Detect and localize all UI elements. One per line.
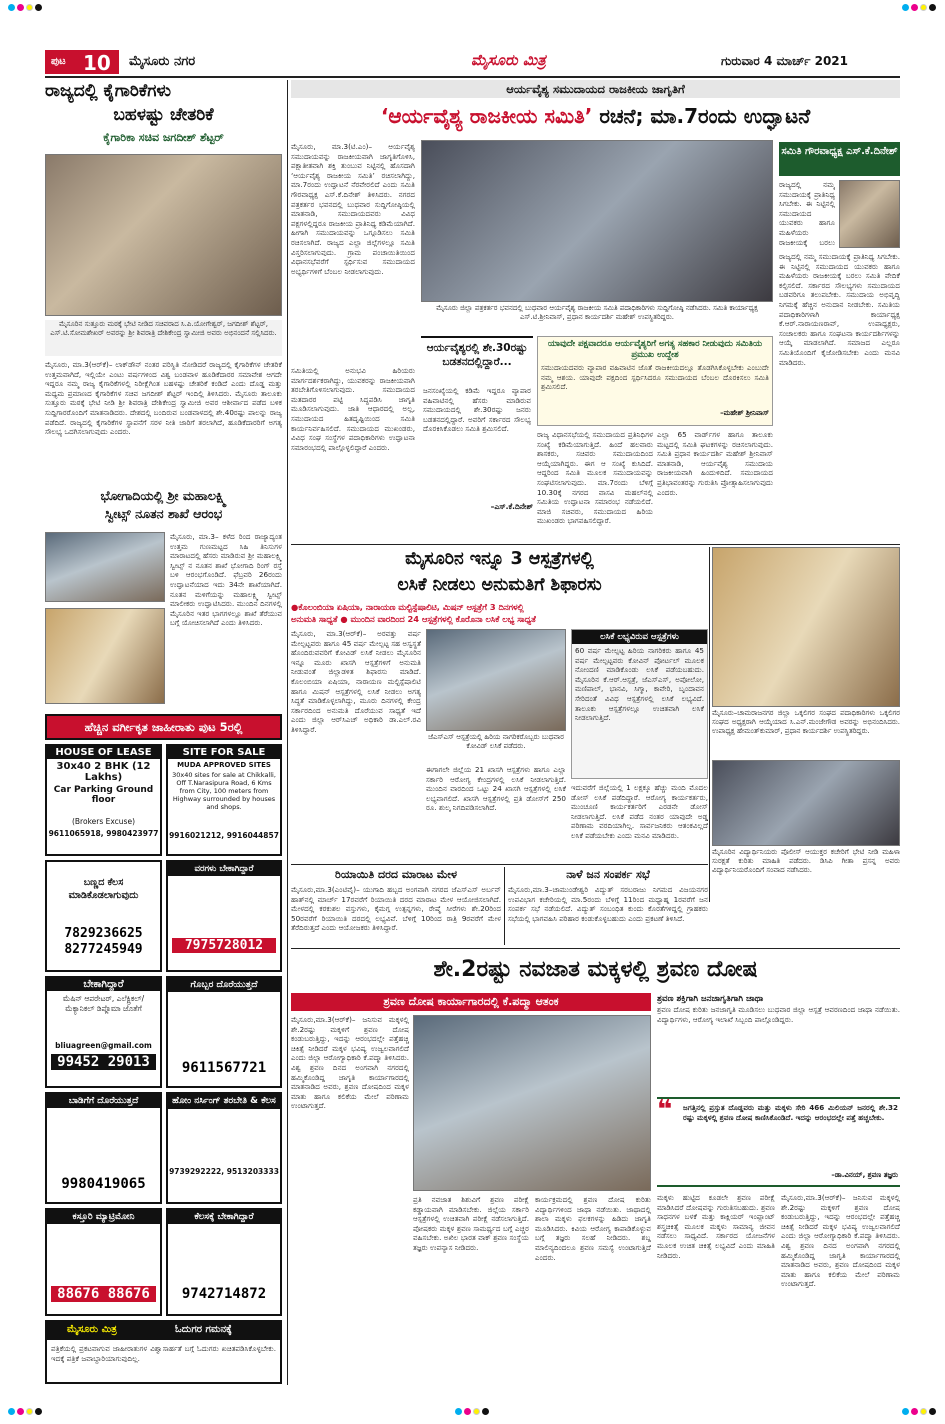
- ad-spacer: [47, 1108, 160, 1176]
- police-visit-photo: [712, 760, 900, 846]
- story-body-cont3: ಎಲ್ಲಾ 65 ವಾರ್ಡ್‌ಗಳ ಹಾಗೂ ತಾಲೂಕು ಮಟ್ಟದಲ್ಲಿ ಸಮಿತಿ ಘಟಕಗಳನ್ನು ರಚಿಸಲಾಗುವುದು. ಸಮಿತಿ ಪ್ರಧಾನ ಕಾರ್ಯದರ್ಶಿ ಮಹೇಶ್ ಶ್ರೀನಿವಾಸ್ ಮಾತನಾಡಿ, ಆರ್ಯವೈಶ್ಯ ಸಮುದಾಯ ರಾಜಕೀಯವಾಗಿ ಹಿಂದುಳಿದಿದೆ. ಸಮುದಾಯದ ಪ್ರತಿಭಾವಂತರನ್ನು ಗುರುತಿಸಿ ಪ್ರೋತ್ಸಾಹಿಸಲಾಗುವುದು ಎಂದರು.: [657, 430, 773, 497]
- photo-caption: ಮೈಸೂರಿನ ಸುತ್ತೂರು ಮಠಕ್ಕೆ ಭೇಟಿ ನೀಡಿದ ಸಚಿವರಾದ ಸಿ.ಪಿ.ಯೋಗೇಶ್ವರ್, ಜಗದೀಶ್ ಶೆಟ್ಟರ್, ಎಸ್.ಟಿ.ಸೋಮಶೇಖರ್ ಅವರನ್ನು ಶ್ರೀ ಶಿವರಾತ್ರಿ ದೇಶಿಕೇಂದ್ರ ಸ್ವಾಮೀಜಿ ಅವರು ಅಭಿನಂದನೆ ಸಲ್ಲಿಸಿದರು.: [45, 320, 282, 356]
- ad-body: 30x40 sites for sale at Chikkalli, Off T.Narasipura Road, 6 Kms from City, 100 meters from Highway surrounded by houses and shops.: [172, 771, 276, 811]
- headline-quote: ‘ಆರ್ಯವೈಶ್ಯ ರಾಜಕೀಯ ಸಮಿತಿ’: [380, 104, 593, 128]
- ad-phone: 7829236625 8277245949: [64, 926, 143, 957]
- story-hearing: [291, 951, 900, 1385]
- store-interior-photo: [45, 608, 165, 704]
- registration-mark: [8, 1408, 15, 1415]
- registration-mark: [455, 1408, 462, 1415]
- story-janasamparka: [508, 867, 708, 883]
- story-body-cont2: ಕಾರ್ಯಕ್ರಮದಲ್ಲಿ ಶ್ರವಣ ದೋಷ ಕುರಿತು ವಿದ್ಯಾರ್ಥಿಗಳಿಂದ ಜಾಥಾ ನಡೆಯಿತು. ಜಾಥಾದಲ್ಲಿ ಶಾಲಾ ಮಕ್ಕಳು ಫಲಕಗಳನ್ನು ಹಿಡಿದು ಜಾಗೃತಿ ಮೂಡಿಸಿದರು. ಕಿವಿಯ ಆರೋಗ್ಯ ಕಾಪಾಡಿಕೊಳ್ಳುವ ಬಗ್ಗೆ ತಜ್ಞರು ಸಲಹೆ ನೀಡಿದರು. ಶಬ್ದ ಮಾಲಿನ್ಯದಿಂದಲೂ ಶ್ರವಣ ಸಮಸ್ಯೆ ಉಂಟಾಗುತ್ತಿದೆ ಎಂದರು.: [535, 1195, 651, 1262]
- story-vaccine: [291, 547, 708, 862]
- side-box-title: ಸಮಿತಿ ಗೌರವಾಧ್ಯಕ್ಷ ಎಸ್.ಕೆ.ದಿನೇಶ್: [779, 142, 900, 176]
- classified-ad-painting: [45, 860, 162, 972]
- section-name: ಮೈಸೂರು ನಗರ: [129, 54, 196, 69]
- registration-mark: [929, 1408, 936, 1415]
- story-body-cont4: ಮೈಸೂರು,ಮಾ.3(ಆರ್‌ಕೆ)– ಜನಿಸುವ ಮಕ್ಕಳಲ್ಲಿ ಶೇ.2ರಷ್ಟು ಮಕ್ಕಳಿಗೆ ಶ್ರವಣ ದೋಷ ಕಂಡುಬರುತ್ತಿದ್ದು, ಇದನ್ನು ಆರಂಭದಲ್ಲೇ ಪತ್ತೆಹಚ್ಚಿ ಚಿಕಿತ್ಸೆ ನೀಡಿದರೆ ಮಕ್ಕಳ ಭವಿಷ್ಯ ಉಜ್ವಲವಾಗಲಿದೆ ಎಂದು ಜಿಲ್ಲಾ ಆರೋಗ್ಯಾಧಿಕಾರಿ ಕೆ.ಪದ್ಮಾ ತಿಳಿಸಿದರು. ವಿಶ್ವ ಶ್ರವಣ ದಿನದ ಅಂಗವಾಗಿ ನಗರದಲ್ಲಿ ಹಮ್ಮಿಕೊಂಡಿದ್ದ ಜಾಗೃತಿ ಕಾರ್ಯಾಗಾರದಲ್ಲಿ ಮಾತನಾಡಿದ ಅವರು, ಶ್ರವಣ ದೋಷದಿಂದ ಮಕ್ಕಳ ಮಾತು ಹಾಗೂ ಕಲಿಕೆಯ ಮೇಲೆ ಪರಿಣಾಮ ಉಂಟಾಗುತ್ತದೆ.: [781, 1193, 900, 1289]
- registration-mark: [902, 4, 909, 11]
- ad-spacer: [168, 1109, 280, 1167]
- pull-box-body: ಜನಸಂಖ್ಯೆಯಲ್ಲಿ ಕಡಿಮೆ ಇದ್ದರೂ ವ್ಯಾಪಾರ ವಹಿವಾಟಿನಲ್ಲಿ ಹೆಸರು ಮಾಡಿರುವ ಸಮುದಾಯದಲ್ಲಿ ಶೇ.30ರಷ್ಟು ಜನರು ಬಡತನದಲ್ಲಿದ್ದಾರೆ. ಅವರಿಗೆ ಸರ್ಕಾರದ ಸೌಲಭ್ಯ ದೊರಕಿಸಿಕೊಡಲು ಸಮಿತಿ ಶ್ರಮಿಸಲಿದೆ.: [423, 386, 531, 434]
- registration-mark: [464, 1408, 471, 1415]
- ad-phone: 9916021212, 9916044857: [169, 831, 279, 840]
- ad-title: ಗೊಬ್ಬರ ದೊರೆಯುತ್ತದೆ: [168, 978, 280, 992]
- ad-title: ಕಸ್ತೂರಿ ಮ್ಯಾಟ್ರಿಮೋನಿ: [47, 1210, 160, 1224]
- ad-note: (Brokers Excuse): [71, 817, 135, 826]
- quote-box: [537, 336, 773, 426]
- hospitals-box: [571, 629, 708, 779]
- classified-banner: [45, 714, 282, 740]
- registration-mark: [17, 1408, 24, 1415]
- photo-caption: ಮೈಸೂರು ಜಿಲ್ಲಾ ಪತ್ರಕರ್ತರ ಭವನದಲ್ಲಿ ಬುಧವಾರ ಆರ್ಯವೈಶ್ಯ ರಾಜಕೀಯ ಸಮಿತಿ ಪದಾಧಿಕಾರಿಗಳು ಸುದ್ದಿಗೋಷ್ಠಿ ನಡೆಸಿದರು. ಸಮಿತಿ ಕಾರ್ಯಾಧ್ಯಕ್ಷ ಎಸ್.ಟಿ.ಶ್ರೀನಿವಾಸ್, ಪ್ರಧಾನ ಕಾರ್ಯದರ್ಶಿ ಮಹೇಶ್ ಉಪಸ್ಥಿತರಿದ್ದರು.: [436, 304, 758, 321]
- story-body-cont: ಸಮಿತಿಯಲ್ಲಿ ಅನುಭವಿ ಹಿರಿಯರು ಮಾರ್ಗದರ್ಶಕರಾಗಿದ್ದು, ಯುವಕರನ್ನು ರಾಜಕೀಯವಾಗಿ ತರಬೇತಿಗೊಳಿಸಲಾಗುವುದು. ಸಮುದಾಯದ ಮತದಾರರ ಪಟ್ಟಿ ಸಿದ್ಧಪಡಿಸಿ ಜಾಗೃತಿ ಮೂಡಿಸಲಾಗುವುದು. ಜಾತಿ ಆಧಾರದಲ್ಲಿ ಅಲ್ಲ, ಸಮುದಾಯದ ಹಿತದೃಷ್ಟಿಯಿಂದ ಸಮಿತಿ ಕಾರ್ಯನಿರ್ವಹಿಸಲಿದೆ. ಸಮುದಾಯದ ಮುಖಂಡರು, ವಿವಿಧ ಸಂಘ ಸಂಸ್ಥೆಗಳ ಪದಾಧಿಕಾರಿಗಳು ಉದ್ಘಾಟನಾ ಸಮಾರಂಭದಲ್ಲಿ ಪಾಲ್ಗೊಳ್ಳಲಿದ್ದಾರೆ ಎಂದರು.: [291, 366, 415, 452]
- classified-ad-site-sale: [166, 744, 282, 856]
- ad-spacer: [168, 1224, 280, 1286]
- story-subhead: ಕೈಗಾರಿಕಾ ಸಚಿವ ಜಗದೀಶ್ ಶೆಟ್ಟರ್: [103, 131, 224, 144]
- expert-quote: [657, 1097, 900, 1187]
- ad-phone: 9742714872: [181, 1286, 267, 1302]
- section-rule: [291, 864, 708, 865]
- column-divider: [287, 80, 288, 1385]
- story-body: ಮೈಸೂರು,ಮಾ.3(ಆರ್‌ಕೆ)– ಜನಿಸುವ ಮಕ್ಕಳಲ್ಲಿ ಶೇ.2ರಷ್ಟು ಮಕ್ಕಳಿಗೆ ಶ್ರವಣ ದೋಷ ಕಂಡುಬರುತ್ತಿದ್ದು, ಇದನ್ನು ಆರಂಭದಲ್ಲೇ ಪತ್ತೆಹಚ್ಚಿ ಚಿಕಿತ್ಸೆ ನೀಡಿದರೆ ಮಕ್ಕಳ ಭವಿಷ್ಯ ಉಜ್ವಲವಾಗಲಿದೆ ಎಂದು ಜಿಲ್ಲಾ ಆರೋಗ್ಯಾಧಿಕಾರಿ ಕೆ.ಪದ್ಮಾ ತಿಳಿಸಿದರು. ವಿಶ್ವ ಶ್ರವಣ ದಿನದ ಅಂಗವಾಗಿ ನಗರದಲ್ಲಿ ಹಮ್ಮಿಕೊಂಡಿದ್ದ ಜಾಗೃತಿ ಕಾರ್ಯಾಗಾರದಲ್ಲಿ ಮಾತನಾಡಿದ ಅವರು, ಶ್ರವಣ ದೋಷದಿಂದ ಮಕ್ಕಳ ಮಾತು ಹಾಗೂ ಕಲಿಕೆಯ ಮೇಲೆ ಪರಿಣಾಮ ಉಂಟಾಗುತ್ತದೆ.: [291, 1015, 409, 1111]
- notice-header: [47, 1322, 280, 1340]
- felicitation-photo: [712, 547, 900, 707]
- ad-extra: Car Parking Ground floor: [53, 785, 154, 805]
- story-body-cont2: ರಾಜ್ಯ ವಿಧಾನಸಭೆಯಲ್ಲಿ ಸಮುದಾಯದ ಪ್ರತಿನಿಧಿಗಳ ಸಂಖ್ಯೆ ಕಡಿಮೆಯಾಗುತ್ತಿದೆ. ಹಿಂದೆ ಹಲವಾರು ಶಾಸಕರು, ಸಚಿವರು ಸಮುದಾಯದಿಂದ ಆಯ್ಕೆಯಾಗಿದ್ದರು. ಈಗ ಆ ಸಂಖ್ಯೆ ಕುಸಿದಿದೆ. ಆದ್ದರಿಂದ ಸಮಿತಿ ಮೂಲಕ ಸಮುದಾಯವನ್ನು ಸಂಘಟಿಸಲಾಗುವುದು. ಮಾ.7ರಂದು ಬೆಳಿಗ್ಗೆ 10.30ಕ್ಕೆ ನಗರದ ವಾಸವಿ ಮಹಲ್‌ನಲ್ಲಿ ಸಮಿತಿಯ ಉದ್ಘಾಟನಾ ಸಮಾರಂಭ ನಡೆಯಲಿದೆ. ಮಾಜಿ ಸಚಿವರು, ಸಮುದಾಯದ ಹಿರಿಯ ಮುಖಂಡರು ಭಾಗವಹಿಸಲಿದ್ದಾರೆ.: [537, 430, 653, 526]
- story-body-cont: ಈಗಾಗಲೇ ಜಿಲ್ಲೆಯ 21 ಖಾಸಗಿ ಆಸ್ಪತ್ರೆಗಳು ಹಾಗೂ ಎಲ್ಲಾ ಸರ್ಕಾರಿ ಆರೋಗ್ಯ ಕೇಂದ್ರಗಳಲ್ಲಿ ಲಸಿಕೆ ನೀಡಲಾಗುತ್ತಿದೆ. ಮುಂದಿನ ವಾರದಿಂದ ಒಟ್ಟು 24 ಖಾಸಗಿ ಆಸ್ಪತ್ರೆಗಳಲ್ಲಿ ಲಸಿಕೆ ಲಭ್ಯವಾಗಲಿದೆ. ಖಾಸಗಿ ಆಸ್ಪತ್ರೆಗಳಲ್ಲಿ ಪ್ರತಿ ಡೋಸ್‌ಗೆ 250 ರೂ. ಶುಲ್ಕ ನಿಗದಿಪಡಿಸಲಾಗಿದೆ.: [426, 765, 566, 813]
- ad-subtitle: MUDA APPROVED SITES: [177, 761, 271, 769]
- registration-mark: [26, 1408, 33, 1415]
- section-rule: [291, 948, 900, 949]
- story-aryavaishya: [291, 80, 900, 542]
- jatha-box: [657, 993, 900, 1093]
- quote-signature: –ಡಾ.ವಿನಯ್, ಶ್ರವಣ ತಜ್ಞರು: [831, 1171, 898, 1179]
- column-divider: [504, 867, 505, 945]
- page-label: ಪುಟ: [51, 56, 66, 67]
- story-subhead: ಶ್ರವಣ ದೋಷ ಕಾರ್ಯಾಗಾರದಲ್ಲಿ ಕೆ.ಪದ್ಮಾ ಆತಂಕ: [291, 993, 651, 1011]
- registration-mark: [911, 1408, 918, 1415]
- ad-title: ವರಗಳು ಬೇಕಾಗಿದ್ದಾರೆ: [168, 862, 280, 876]
- ad-phone: 9611065918, 9980423977: [48, 829, 159, 838]
- registration-mark: [911, 4, 918, 11]
- ad-subtitle: 30x40 2 BHK (12 Lakhs): [56, 761, 151, 783]
- issue-date: ಗುರುವಾರ 4 ಮಾರ್ಚ್ 2021: [721, 54, 848, 68]
- classified-ad-house-lease: [45, 744, 162, 856]
- story-subhead-line2: ಅನುಮತಿ ಸಾಧ್ಯತೆ ● ಮುಂದಿನ ವಾರದಿಂದ 24 ಆಸ್ಪತ್ರೆಗಳಲ್ಲಿ ಕೊರೊನಾ ಲಸಿಕೆ ಲಭ್ಯ ಸಾಧ್ಯತೆ: [291, 614, 536, 624]
- police-visit-caption: ಮೈಸೂರಿನ ವಿದ್ಯಾರ್ಥಿನಿಯರು ಪೊಲೀಸ್ ಆಯುಕ್ತರ ಕಚೇರಿಗೆ ಭೇಟಿ ನೀಡಿ ಮಹಿಳಾ ಸುರಕ್ಷತೆ ಕುರಿತು ಮಾಹಿತಿ ಪಡೆದರು. ಡಿಸಿಪಿ ಗೀತಾ ಪ್ರಸನ್ನ ಅವರು ವಿದ್ಯಾರ್ಥಿನಿಯರೊಂದಿಗೆ ಸಂವಾದ ನಡೆಸಿದರು.: [712, 848, 900, 874]
- registration-mark: [482, 1408, 489, 1415]
- pull-box-title: ಆರ್ಯವೈಶ್ಯರಲ್ಲಿ ಶೇ.30ರಷ್ಟು ಬಡತನದಲ್ಲಿದ್ದಾರೆ...: [426, 342, 528, 368]
- registration-mark: [920, 1408, 927, 1415]
- ad-body: ಮೆಷಿನ್ ಆಪರೇಟರ್, ಎಲೆಕ್ಟ್ರಿಕಲ್/ಮೆಕ್ಯಾನಿಕಲ್ ಡಿಪ್ಲೊಮಾ ಜೊತೆಗೆ: [62, 994, 145, 1013]
- readers-notice: [45, 1320, 282, 1384]
- ad-title: ಬಣ್ಣದ ಕೆಲಸ ಮಾಡಿಕೊಡಲಾಗುವುದು: [68, 877, 139, 901]
- dinesh-portrait: [839, 180, 900, 248]
- story-body: ಮೈಸೂರು, ಮಾ.3(ಆರ್‌ಕೆ)– ಲಾಕ್‌ಡೌನ್ ನಂತರ ಪರಿಸ್ಥಿತಿ ನೋಡಿದರೆ ರಾಜ್ಯದಲ್ಲಿ ಕೈಗಾರಿಕೆಗಳ ಚೇತರಿಕೆ ಉತ್ತಮವಾಗಿದೆ, ಇಲ್ಲಿಯೇ ಎಂಟು ವರ್ಷಗಳಿಂದ ವಿಶ್ವ ಬಂಡವಾಳ ಹೂಡಿಕೆದಾರರ ಸಮಾವೇಶ ಆಗದೇ ಇದ್ದರೂ ನಮ್ಮ ರಾಜ್ಯ ಕೈಗಾರಿಕೆಗಳಲ್ಲಿ ನಿರೀಕ್ಷೆಗಿಂತ ಬಹಳಷ್ಟು ಚೇತರಿಕೆ ಕಂಡಿದೆ ಎಂದು ದೊಡ್ಡ ಮತ್ತು ಮಧ್ಯಮ ಪ್ರಮಾಣದ ಕೈಗಾರಿಕೆಗಳ ಸಚಿವ ಜಗದೀಶ್ ಶೆಟ್ಟರ್ ಇಂದಿಲ್ಲಿ ತಿಳಿಸಿದರು. ಮೈಸೂರು ತಾಲೂಕು ಸುತ್ತೂರು ಮಠಕ್ಕೆ ಭೇಟಿ ನೀಡಿ ಶ್ರೀ ಶಿವರಾತ್ರಿ ದೇಶಿಕೇಂದ್ರ ಸ್ವಾಮೀಜಿ ಅವರ ಆಶೀರ್ವಾದ ಪಡೆದ ಬಳಿಕ ಸುದ್ದಿಗಾರರೊಂದಿಗೆ ಮಾತನಾಡಿದರು. ದೇಶದಲ್ಲಿ ಬಂದಿರುವ ಬಂಡವಾಳದಲ್ಲಿ ಶೇ.40ರಷ್ಟು ಪಾಲನ್ನು ರಾಜ್ಯ ಪಡೆದಿದೆ. ರಾಜ್ಯದಲ್ಲಿ ಕೈಗಾರಿಕೆಗಳ ಸ್ಥಾಪನೆಗೆ ಸರಳ ನೀತಿ ಜಾರಿಗೆ ತರಲಾಗಿದೆ, ಹೂಡಿಕೆದಾರರಿಗೆ ಅಗತ್ಯ ಸೌಲಭ್ಯ ಒದಗಿಸಲಾಗುವುದು ಎಂದರು.: [45, 360, 282, 437]
- ad-phone: 9611567721: [181, 1060, 267, 1076]
- registration-mark: [929, 4, 936, 11]
- ad-title: ಬೇಕಾಗಿದ್ದಾರೆ: [47, 978, 160, 991]
- notice-body: ಪತ್ರಿಕೆಯಲ್ಲಿ ಪ್ರಕಟವಾಗುವ ಜಾಹೀರಾತುಗಳ ವಿಶ್ವಾಸಾರ್ಹತೆ ಬಗ್ಗೆ ಓದುಗರು ಖಚಿತಪಡಿಸಿಕೊಳ್ಳಬೇಕು. ಇದಕ್ಕೆ ಪತ್ರಿಕೆ ಜವಾಬ್ದಾರಿಯಾಗುವುದಿಲ್ಲ.: [51, 1344, 276, 1363]
- side-body: ರಾಜ್ಯದಲ್ಲಿ ನಮ್ಮ ಸಮುದಾಯಕ್ಕೆ ಪ್ರಾತಿನಿಧ್ಯ ಸಿಗಬೇಕು. ಈ ನಿಟ್ಟಿನಲ್ಲಿ ಸಮುದಾಯದ ಯುವಕರು ಹಾಗೂ ಮಹಿಳೆಯರು ರಾಜಕೀಯಕ್ಕೆ ಬರಲು: [779, 180, 835, 247]
- jatha-photo: [413, 1015, 651, 1191]
- page-number-badge: [45, 50, 119, 74]
- ad-phone: 99452 29013: [51, 1054, 156, 1070]
- registration-mark: [35, 4, 42, 11]
- story-headline: ರಿಯಾಯಿತಿ ದರದ ಮಾರಾಟ ಮೇಳ: [335, 868, 457, 881]
- ad-spacer: [168, 876, 280, 938]
- classified-ad-wanted: [45, 976, 162, 1088]
- hospitals-box-title: ಲಸಿಕೆ ಲಭ್ಯವಿರುವ ಆಸ್ಪತ್ರೆಗಳು: [572, 630, 707, 644]
- story-headline: [291, 102, 900, 130]
- story-body-cont2: ಇದುವರೆಗೆ ಜಿಲ್ಲೆಯಲ್ಲಿ 1 ಲಕ್ಷಕ್ಕೂ ಹೆಚ್ಚು ಮಂದಿ ಮೊದಲ ಡೋಸ್ ಲಸಿಕೆ ಪಡೆದಿದ್ದಾರೆ. ಆರೋಗ್ಯ ಕಾರ್ಯಕರ್ತರು, ಮುಂಚೂಣಿ ಕಾರ್ಯಕರ್ತರಿಗೆ ಎರಡನೇ ಡೋಸ್ ನೀಡಲಾಗುತ್ತಿದೆ. ಲಸಿಕೆ ಪಡೆದ ನಂತರ ಯಾವುದೇ ಅಡ್ಡ ಪರಿಣಾಮ ವರದಿಯಾಗಿಲ್ಲ. ಸಾರ್ವಜನಿಕರು ಆತಂಕವಿಲ್ಲದೆ ಲಸಿಕೆ ಪಡೆಯಬೇಕು ಎಂದು ಮನವಿ ಮಾಡಿದರು.: [571, 783, 708, 840]
- classified-ad-home-nursing: [166, 1092, 282, 1204]
- quote-mark-icon: ❝: [657, 1095, 673, 1125]
- story-industries: [45, 80, 282, 480]
- ad-spacer: [168, 992, 280, 1060]
- classified-banner-text: ಹೆಚ್ಚಿನ ವರ್ಗೀಕೃತ ಜಾಹೀರಾತು ಪುಟ 5ರಲ್ಲಿ: [84, 720, 243, 734]
- story-photo: [45, 154, 282, 316]
- story-headline-line1: ರಾಜ್ಯದಲ್ಲಿ ಕೈಗಾರಿಕೆಗಳು: [45, 81, 172, 101]
- story-body: ಮೈಸೂರು, ಮಾ.3(ಟಿ.ಎಂ)– ಆರ್ಯವೈಶ್ಯ ಸಮುದಾಯವನ್ನು ರಾಜಕೀಯವಾಗಿ ಜಾಗೃತಿಗೊಳಿಸಿ, ಪಕ್ಷಾತೀತವಾಗಿ ಶಕ್ತಿ ತುಂಬುವ ನಿಟ್ಟಿನಲ್ಲಿ ಹೊಸದಾಗಿ ‘ಆರ್ಯವೈಶ್ಯ ರಾಜಕೀಯ ಸಮಿತಿ’ ರಚಿಸಲಾಗಿದ್ದು, ಮಾ.7ರಂದು ಉದ್ಘಾಟನೆ ನೆರವೇರಲಿದೆ ಎಂದು ಸಮಿತಿ ಗೌರವಾಧ್ಯಕ್ಷ ಎಸ್.ಕೆ.ದಿನೇಶ್ ತಿಳಿಸಿದರು. ನಗರದ ಪತ್ರಕರ್ತರ ಭವನದಲ್ಲಿ ಬುಧವಾರ ಸುದ್ದಿಗೋಷ್ಠಿಯಲ್ಲಿ ಮಾತನಾಡಿ, ಸಮುದಾಯದವರು ವಿವಿಧ ಪಕ್ಷಗಳಲ್ಲಿದ್ದರೂ ರಾಜಕೀಯ ಪ್ರಾತಿನಿಧ್ಯ ಕಡಿಮೆಯಾಗಿದೆ. ಹೀಗಾಗಿ ಸಮುದಾಯವನ್ನು ಒಗ್ಗೂಡಿಸಲು ಸಮಿತಿ ರಚಿಸಲಾಗಿದೆ. ರಾಜ್ಯದ ಎಲ್ಲಾ ಜಿಲ್ಲೆಗಳಲ್ಲೂ ಸಮಿತಿ ವಿಸ್ತರಿಸಲಾಗುವುದು. ಗ್ರಾಮ ಪಂಚಾಯಿತಿಯಿಂದ ವಿಧಾನಸಭೆವರೆಗೆ ಸ್ಪರ್ಧಿಸುವ ಸಮುದಾಯದ ಅಭ್ಯರ್ಥಿಗಳಿಗೆ ಬೆಂಬಲ ನೀಡಲಾಗುವುದು.: [291, 142, 415, 276]
- story-body: ಮೈಸೂರು,ಮಾ.3(ಎಂಟಿವೈ)– ಯುಗಾದಿ ಹಬ್ಬದ ಅಂಗವಾಗಿ ನಗರದ ಜೆಎಸ್‌ಎಸ್ ಅರ್ಬನ್ ಹಾತ್‌ನಲ್ಲಿ ಮಾರ್ಚ್ 17ರವರೆಗೆ ರಿಯಾಯಿತಿ ದರದ ಮಾರಾಟ ಮೇಳ ಆಯೋಜಿಸಲಾಗಿದೆ. ಮೇಳದಲ್ಲಿ ಕರಕುಶಲ ವಸ್ತುಗಳು, ಕೈಮಗ್ಗ ಉತ್ಪನ್ನಗಳು, ರೇಷ್ಮೆ ಸೀರೆಗಳು ಶೇ.20ರಿಂದ 50ರವರೆಗೆ ರಿಯಾಯಿತಿ ದರದಲ್ಲಿ ಲಭ್ಯವಿವೆ. ಬೆಳಿಗ್ಗೆ 10ರಿಂದ ರಾತ್ರಿ 9ರವರೆಗೆ ಮೇಳ ತೆರೆದಿರುತ್ತದೆ ಎಂದು ಆಯೋಜಕರು ತಿಳಿಸಿದ್ದಾರೆ.: [291, 885, 501, 933]
- page-number: 10: [83, 51, 111, 75]
- page-header: [45, 48, 900, 76]
- classified-ad-manure: [166, 976, 282, 1088]
- registration-mark: [35, 1408, 42, 1415]
- ad-title: ಬಾಡಿಗೆಗೆ ದೊರೆಯುತ್ತದೆ: [47, 1094, 160, 1108]
- ad-phone: 88676 88676: [51, 1286, 156, 1302]
- felicitation-caption: ಮೈಸೂರು–ಚಾಮರಾಜನಗರ ಜಿಲ್ಲಾ ಒಕ್ಕಲಿಗರ ಸಂಘದ ಪದಾಧಿಕಾರಿಗಳು ಒಕ್ಕಲಿಗರ ಸಂಘದ ಅಧ್ಯಕ್ಷರಾಗಿ ಆಯ್ಕೆಯಾದ ಸಿ.ಎನ್.ಮಂಜೇಗೌಡ ಅವರನ್ನು ಅಭಿನಂದಿಸಿದರು. ಉಪಾಧ್ಯಕ್ಷ ಹೇಮಂತ್‌ಕುಮಾರ್, ಪ್ರಧಾನ ಕಾರ್ಯದರ್ಶಿ ಉಪಸ್ಥಿತರಿದ್ದರು.: [712, 709, 900, 735]
- ad-title: ಹೋಂ ನರ್ಸಿಂಗ್ ತರಬೇತಿ & ಕೆಲಸ: [168, 1094, 280, 1109]
- classified-ad-rent: [45, 1092, 162, 1204]
- ad-spacer: [47, 1224, 160, 1286]
- story-body: ಮೈಸೂರು, ಮಾ.3(ಆರ್‌ಕೆ)– ಅರವತ್ತು ವರ್ಷ ಮೇಲ್ಪಟ್ಟವರು ಹಾಗೂ 45 ವರ್ಷ ಮೇಲ್ಪಟ್ಟ ಸಹ ಅಸ್ವಸ್ಥತೆ ಹೊಂದಿರುವವರಿಗೆ ಕೋವಿಡ್ ಲಸಿಕೆ ನೀಡಲು ಮೈಸೂರಿನ ಇನ್ನೂ ಮೂರು ಖಾಸಗಿ ಆಸ್ಪತ್ರೆಗಳಿಗೆ ಅನುಮತಿ ನೀಡುವಂತೆ ಜಿಲ್ಲಾಡಳಿತ ಶಿಫಾರಸು ಮಾಡಿದೆ. ಕೊಲಂಬಿಯಾ ಏಷಿಯಾ, ನಾರಾಯಣ ಮಲ್ಟಿಸ್ಪೆಷಾಲಿಟಿ ಹಾಗೂ ಮಿಷನ್ ಆಸ್ಪತ್ರೆಗಳಲ್ಲಿ ಲಸಿಕೆ ನೀಡಲು ಅಗತ್ಯ ಸಿದ್ಧತೆ ಮಾಡಿಕೊಳ್ಳಲಾಗಿದ್ದು, ಮೂರು ದಿನಗಳಲ್ಲಿ ಕೇಂದ್ರ ಸರ್ಕಾರದಿಂದ ಅನುಮತಿ ದೊರೆಯುವ ಸಾಧ್ಯತೆ ಇದೆ ಎಂದು ಜಿಲ್ಲಾ ಆರ್‌ಸಿಎಚ್ ಅಧಿಕಾರಿ ಡಾ.ಎಲ್.ರವಿ ತಿಳಿಸಿದ್ದಾರೆ.: [291, 629, 421, 734]
- jatha-box-body: ಶ್ರವಣ ದೋಷ ಕುರಿತು ಜನಜಾಗೃತಿ ಮೂಡಿಸಲು ಬುಧವಾರ ಜಿಲ್ಲಾ ಆಸ್ಪತ್ರೆ ಆವರಣದಿಂದ ಜಾಥಾ ನಡೆಯಿತು. ವಿದ್ಯಾರ್ಥಿಗಳು, ಆರೋಗ್ಯ ಇಲಾಖೆ ಸಿಬ್ಬಂದಿ ಪಾಲ್ಗೊಂಡಿದ್ದರು.: [657, 1005, 900, 1024]
- ad-phone: 7975728012: [172, 938, 276, 953]
- story-body-cont: ಪ್ರತಿ ನವಜಾತ ಶಿಶುವಿಗೆ ಶ್ರವಣ ಪರೀಕ್ಷೆ ಕಡ್ಡಾಯವಾಗಿ ಮಾಡಿಸಬೇಕು. ಜಿಲ್ಲೆಯ ಸರ್ಕಾರಿ ಆಸ್ಪತ್ರೆಗಳಲ್ಲಿ ಉಚಿತವಾಗಿ ಪರೀಕ್ಷೆ ನಡೆಸಲಾಗುತ್ತಿದೆ. ಪೋಷಕರು ಮಕ್ಕಳ ಶ್ರವಣ ಸಾಮರ್ಥ್ಯದ ಬಗ್ಗೆ ಎಚ್ಚರ ವಹಿಸಬೇಕು. ಅಖಿಲ ಭಾರತ ವಾಕ್ ಶ್ರವಣ ಸಂಸ್ಥೆಯ ತಜ್ಞರು ಉಪನ್ಯಾಸ ನೀಡಿದರು.: [413, 1195, 529, 1252]
- photo-caption: ಜೆಎಸ್‌ಎಸ್ ಆಸ್ಪತ್ರೆಯಲ್ಲಿ ಹಿರಿಯ ನಾಗರಿಕರೊಬ್ಬರು ಬುಧವಾರ ಕೋವಿಡ್ ಲಸಿಕೆ ಪಡೆದರು.: [428, 733, 564, 750]
- side-body-cont: ರಾಜ್ಯದಲ್ಲಿ ನಮ್ಮ ಸಮುದಾಯಕ್ಕೆ ಪ್ರಾತಿನಿಧ್ಯ ಸಿಗಬೇಕು. ಈ ನಿಟ್ಟಿನಲ್ಲಿ ಸಮುದಾಯದ ಯುವಕರು ಹಾಗೂ ಮಹಿಳೆಯರು ರಾಜಕೀಯಕ್ಕೆ ಬರಲು ಸಮಿತಿ ವೇದಿಕೆ ಕಲ್ಪಿಸಲಿದೆ. ಸರ್ಕಾರದ ಸೌಲಭ್ಯಗಳು ಸಮುದಾಯದ ಬಡವರಿಗೂ ತಲುಪಬೇಕು. ಸಮುದಾಯ ಅಭಿವೃದ್ಧಿ ನಿಗಮಕ್ಕೆ ಹೆಚ್ಚಿನ ಅನುದಾನ ನೀಡಬೇಕು. ಸಮಿತಿಯ ಪದಾಧಿಕಾರಿಗಳಾಗಿ ಕಾರ್ಯಾಧ್ಯಕ್ಷ ಕೆ.ಆರ್.ನಾರಾಯಣರಾವ್, ಉಪಾಧ್ಯಕ್ಷರು, ಸಂಚಾಲಕರು ಹಾಗೂ ಸಂಘಟನಾ ಕಾರ್ಯದರ್ಶಿಗಳನ್ನು ಆಯ್ಕೆ ಮಾಡಲಾಗಿದೆ. ಸಮಾಜದ ಎಲ್ಲರೂ ಸಮಿತಿಯೊಂದಿಗೆ ಕೈಜೋಡಿಸಬೇಕು ಎಂದು ಮನವಿ ಮಾಡಿದರು.: [779, 252, 900, 367]
- story-body: ಮೈಸೂರು, ಮಾ.3– ಕಳೆದ ರಿಂದ ರಾಜ್ಯಾದ್ಯಂತ ಉತ್ತಮ ಗುಣಮಟ್ಟದ ಸಿಹಿ ತಿನಿಸುಗಳ ಮಾರಾಟದಲ್ಲಿ ಹೆಸರು ಮಾಡಿರುವ ಶ್ರೀ ಮಹಾಲಕ್ಷ್ಮಿ ಸ್ವೀಟ್ಸ್ ನ ನೂತನ ಶಾಖೆ ಭೋಗಾದಿ ರಿಂಗ್ ರಸ್ತೆ ಬಳಿ ಆರಂಭಗೊಂಡಿದೆ. ಫೆಬ್ರವರಿ 26ರಂದು ಉದ್ಘಾಟನೆಯಾದ ಇದು 34ನೇ ಶಾಖೆಯಾಗಿದೆ. ನೂತನ ಮಳಿಗೆಯನ್ನು ಮಹಾಲಕ್ಷ್ಮಿ ಸ್ವೀಟ್ಸ್ ಮಾಲೀಕರು ಉದ್ಘಾಟಿಸಿದರು. ಮುಂದಿನ ದಿನಗಳಲ್ಲಿ ಮೈಸೂರಿನ ಇತರ ಭಾಗಗಳಲ್ಲೂ ಶಾಖೆ ತೆರೆಯುವ ಬಗ್ಗೆ ಯೋಚಿಸಲಾಗಿದೆ ಎಂದು ತಿಳಿಸಿದರು.: [170, 532, 282, 628]
- registration-mark: [920, 4, 927, 11]
- ad-email: bliuagreen@gmail.com: [55, 1041, 152, 1050]
- story-headline-line2: ಬಹಳಷ್ಟು ಚೇತರಿಕೆ: [113, 105, 214, 125]
- ad-title: ಕೆಲಸಕ್ಕೆ ಬೇಕಾಗಿದ್ದಾರೆ: [168, 1210, 280, 1224]
- story-headline-line2: ಲಸಿಕೆ ನೀಡಲು ಅನುಮತಿಗೆ ಶಿಫಾರಸು: [397, 575, 602, 595]
- jatha-box-title: ಶ್ರವಣ ಶಕ್ತಿಗಾಗಿ ಜನಜಾಗೃತಿಗಾಗಿ ಜಾಥಾ: [657, 994, 764, 1004]
- ad-phone: 9739292222, 9513203333: [169, 1167, 279, 1176]
- notice-title: ಓದುಗರ ಗಮನಕ್ಕೆ: [175, 1324, 232, 1335]
- hospitals-box-body: 60 ವರ್ಷ ಮೇಲ್ಪಟ್ಟ ಹಿರಿಯ ನಾಗರಿಕರು ಹಾಗೂ 45 ವರ್ಷ ಮೇಲ್ಪಟ್ಟವರು ಕೋವಿನ್ ಪೋರ್ಟಲ್ ಮೂಲಕ ನೋಂದಣಿ ಮಾಡಿಕೊಂಡು ಲಸಿಕೆ ಪಡೆಯಬಹುದು. ಮೈಸೂರಿನ ಕೆ.ಆರ್.ಆಸ್ಪತ್ರೆ, ಜೆಎಸ್‌ಎಸ್, ಅಪೋಲೋ, ಮಣಿಪಾಲ್, ಭಾನವಿ, ಸಿಗ್ಮಾ, ಕಾವೇರಿ, ಬೃಂದಾವನ ಸೇರಿದಂತೆ ವಿವಿಧ ಆಸ್ಪತ್ರೆಗಳಲ್ಲಿ ಲಸಿಕೆ ಲಭ್ಯವಿದೆ. ತಾಲೂಕು ಆಸ್ಪತ್ರೆಗಳಲ್ಲೂ ಉಚಿತವಾಗಿ ಲಸಿಕೆ ನೀಡಲಾಗುತ್ತಿದೆ.: [575, 646, 704, 723]
- quote-box-body: ಸಮುದಾಯದವರು ವ್ಯಾಪಾರ ವಹಿವಾಟಿನ ಜೊತೆ ರಾಜಕೀಯದಲ್ಲೂ ತೊಡಗಿಸಿಕೊಳ್ಳಬೇಕು ಎಂಬುದೇ ನಮ್ಮ ಆಶಯ. ಯಾವುದೇ ಪಕ್ಷದಿಂದ ಸ್ಪರ್ಧಿಸಿದರೂ ಸಮುದಾಯದ ಬೆಂಬಲ ದೊರಕಿಸಲು ಸಮಿತಿ ಶ್ರಮಿಸಲಿದೆ.: [541, 363, 769, 392]
- classified-ad-jobs: [166, 1208, 282, 1316]
- story-body: ಮೈಸೂರು,ಮಾ.3–ಚಾಮುಂಡೇಶ್ವರಿ ವಿದ್ಯುತ್ ಸರಬರಾಜು ನಿಗಮದ ವಿಜಯನಗರ ಉಪವಿಭಾಗ ಕಚೇರಿಯಲ್ಲಿ ಮಾ.5ರಂದು ಬೆಳಿಗ್ಗೆ 11ರಿಂದ ಮಧ್ಯಾಹ್ನ 1ರವರೆಗೆ ಜನ ಸಂಪರ್ಕ ಸಭೆ ನಡೆಯಲಿದೆ. ವಿದ್ಯುತ್ ಸಂಬಂಧಿತ ಕುಂದು ಕೊರತೆಗಳಿದ್ದಲ್ಲಿ ಗ್ರಾಹಕರು ಸಭೆಯಲ್ಲಿ ಭಾಗವಹಿಸಿ ಪರಿಹಾರ ಕಂಡುಕೊಳ್ಳಬಹುದು ಎಂದು ಪ್ರಕಟಣೆ ತಿಳಿಸಿದೆ.: [508, 885, 708, 923]
- story-headline-line1: ಮೈಸೂರಿನ ಇನ್ನೂ 3 ಆಸ್ಪತ್ರೆಗಳಲ್ಲಿ: [405, 549, 594, 569]
- pull-box-signature: –ಎಸ್.ಕೆ.ದಿನೇಶ್: [490, 502, 533, 511]
- registration-mark: [8, 4, 15, 11]
- column-divider: [709, 547, 710, 902]
- quote-box-signature: –ಮಹೇಶ್ ಶ್ರೀನಿವಾಸ್: [720, 409, 769, 417]
- registration-mark: [17, 4, 24, 11]
- story-sweets: [45, 488, 282, 710]
- registration-mark: [473, 1408, 480, 1415]
- classified-ad-matrimony: [45, 1208, 162, 1316]
- store-exterior-photo: [45, 532, 165, 602]
- registration-mark: [26, 4, 33, 11]
- story-body-cont3: ಮಕ್ಕಳು ಹುಟ್ಟಿದ ಕೂಡಲೇ ಶ್ರವಣ ಪರೀಕ್ಷೆ ಮಾಡಿಸಿದರೆ ದೋಷವನ್ನು ಗುರುತಿಸಬಹುದು. ಶ್ರವಣ ಸಾಧನಗಳ ಬಳಕೆ ಮತ್ತು ಕಾಕ್ಲಿಯರ್ ಇಂಪ್ಲಾಂಟ್ ಶಸ್ತ್ರಚಿಕಿತ್ಸೆ ಮೂಲಕ ಮಕ್ಕಳು ಸಾಮಾನ್ಯ ಜೀವನ ನಡೆಸಲು ಸಾಧ್ಯವಿದೆ. ಸರ್ಕಾರದ ಯೋಜನೆಗಳ ಮೂಲಕ ಉಚಿತ ಚಿಕಿತ್ಸೆ ಲಭ್ಯವಿದೆ ಎಂದು ಮಾಹಿತಿ ನೀಡಿದರು.: [657, 1193, 775, 1260]
- story-headline-line2: ಸ್ವೀಟ್ಸ್ ನೂತನ ಶಾಖೆ ಆರಂಭ: [104, 506, 223, 521]
- ad-phone: 9980419065: [61, 1176, 146, 1192]
- story-subhead-line1: ●ಕೊಲಂಬಿಯಾ ಏಷಿಯಾ, ನಾರಾಯಣ ಮಲ್ಟಿಸ್ಪೆಷಾಲಿಟಿ, ಮಿಷನ್ ಆಸ್ಪತ್ರೆಗೆ 3 ದಿನಗಳಲ್ಲಿ: [291, 602, 524, 612]
- quote-text: ಜಗತ್ತಿನಲ್ಲಿ ಪ್ರಸ್ತುತ ದೊಡ್ಡವರು ಮತ್ತು ಮಕ್ಕಳು ಸೇರಿ 466 ಮಿಲಿಯನ್ ಜನರಲ್ಲಿ ಶೇ.32 ರಷ್ಟು ಮಕ್ಕಳಲ್ಲಿ ಶ್ರವಣ ದೋಷ ಕಾಣಿಸಿಕೊಂಡಿದೆ. ಇದನ್ನು ಆರಂಭದಲ್ಲೇ ಪತ್ತೆ ಹಚ್ಚಬೇಕು.: [683, 1103, 898, 1122]
- newspaper-logo: ಮೈಸೂರು ಮಿತ್ರ: [471, 51, 546, 69]
- story-headline-line1: ಭೋಗಾದಿಯಲ್ಲಿ ಶ್ರೀ ಮಹಾಲಕ್ಷ್ಮಿ: [100, 488, 227, 503]
- quote-box-title: ಯಾವುದೇ ಪಕ್ಷವಾದರೂ ಆರ್ಯವೈಶ್ಯರಿಗೆ ಅಗತ್ಯ ಸಹಕಾರ ನೀಡುವುದು ಸಮಿತಿಯ ಪ್ರಮುಖ ಉದ್ದೇಶ: [547, 339, 763, 360]
- classified-ad-grooms: [166, 860, 282, 972]
- header-rule: [45, 76, 900, 78]
- story-headline: ನಾಳೆ ಜನ ಸಂಪರ್ಕ ಸಭೆ: [566, 868, 650, 881]
- ad-title: SITE FOR SALE: [168, 746, 280, 759]
- story-kicker: ಆರ್ಯವೈಶ್ಯ ಸಮುದಾಯದ ರಾಜಕೀಯ ಜಾಗೃತಿಗೆ: [291, 80, 900, 98]
- vaccination-photo: [426, 629, 566, 731]
- story-headline: ಶೇ.2ರಷ್ಟು ನವಜಾತ ಮಕ್ಕಳಲ್ಲಿ ಶ್ರವಣ ದೋಷ: [433, 957, 758, 982]
- notice-logo: ಮೈಸೂರು ಮಿತ್ರ: [67, 1324, 117, 1335]
- pull-box: [421, 336, 533, 542]
- headline-rest: ರಚನೆ; ಮಾ.7ರಂದು ಉದ್ಘಾಟನೆ: [599, 104, 811, 128]
- press-meet-photo: [421, 140, 773, 302]
- section-rule: [291, 544, 900, 545]
- registration-mark: [902, 1408, 909, 1415]
- ad-title: HOUSE OF LEASE: [47, 746, 160, 759]
